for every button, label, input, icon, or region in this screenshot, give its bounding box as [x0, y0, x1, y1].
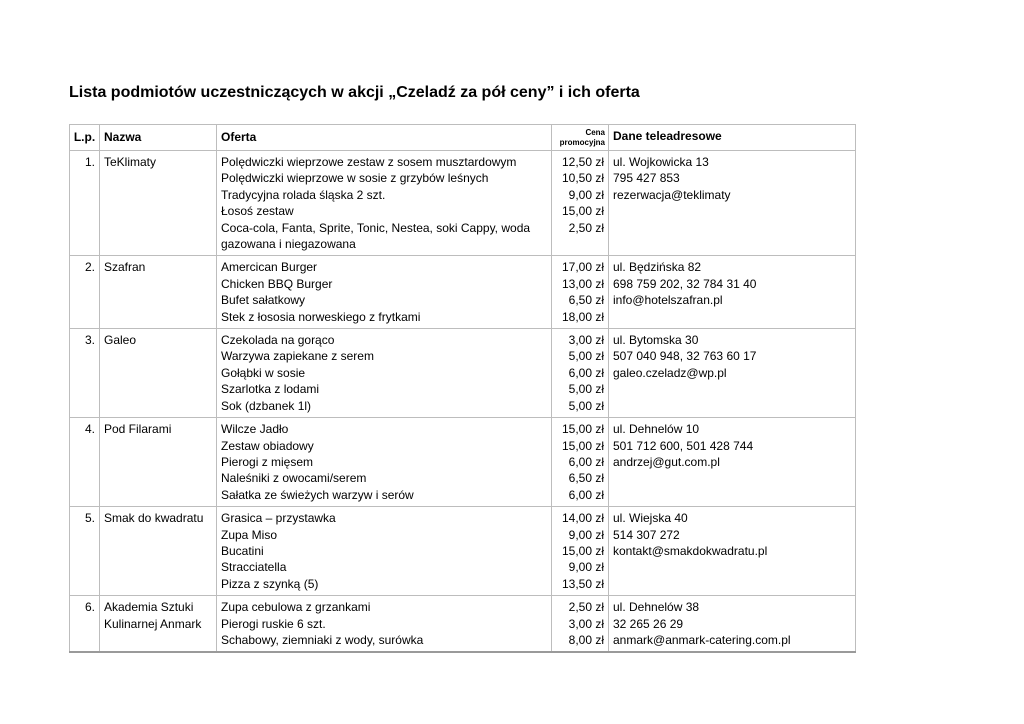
- price-item: 15,00 zł: [561, 543, 604, 558]
- offer-item: Zupa Miso: [221, 527, 278, 542]
- price-list: [552, 151, 609, 256]
- header-contact: Dane teleadresowe: [609, 125, 856, 151]
- table-row: [70, 507, 856, 596]
- offer-list: [217, 256, 552, 329]
- contact-details: [609, 596, 856, 653]
- price-item: 6,50 zł: [568, 293, 604, 308]
- offer-list: [217, 418, 552, 507]
- price-item: 17,00 zł: [561, 260, 604, 275]
- contact-line: ul. Bytomska 30: [613, 333, 699, 348]
- price-item: 6,50 zł: [568, 471, 604, 486]
- offer-item: Szarlotka z lodami: [221, 382, 320, 397]
- price-item: 6,00 zł: [568, 365, 604, 380]
- page-title: Lista podmiotów uczestniczących w akcji „Czeladź za pół ceny” i ich oferta: [69, 84, 640, 101]
- offer-item: Polędwiczki wieprzowe zestaw z sosem musztardowym: [221, 155, 517, 169]
- offer-item: Pierogi ruskie 6 szt.: [221, 616, 326, 631]
- row-number: 1.: [70, 151, 100, 256]
- venue-name-line: Kulinarnej Anmark: [104, 616, 202, 631]
- contact-details: [609, 151, 856, 256]
- price-item: 6,00 zł: [568, 454, 604, 469]
- venue-name: [100, 329, 217, 418]
- contact-line: info@hotelszafran.pl: [613, 293, 723, 308]
- contact-line: andrzej@gut.com.pl: [613, 454, 720, 469]
- price-item: 2,50 zł: [568, 220, 604, 235]
- price-item: 13,50 zł: [561, 576, 604, 591]
- price-item: 5,00 zł: [568, 398, 604, 413]
- table-body: [70, 151, 856, 653]
- header-name: Nazwa: [100, 125, 217, 151]
- offer-item: Chicken BBQ Burger: [221, 276, 333, 291]
- offer-item: Warzywa zapiekane z serem: [221, 349, 374, 364]
- contact-line: ul. Dehnelów 38: [613, 600, 700, 615]
- offer-item: Sałatka ze świeżych warzyw i serów: [221, 487, 414, 502]
- contact-details: [609, 329, 856, 418]
- price-item: 12,50 zł: [561, 155, 604, 169]
- offer-item: Naleśniki z owocami/serem: [221, 471, 367, 486]
- header-offer: Oferta: [217, 125, 552, 151]
- offer-item: Pierogi z mięsem: [221, 454, 314, 469]
- table-row: [70, 418, 856, 507]
- offer-item: Polędwiczki wieprzowe w sosie z grzybów leśnych: [221, 171, 489, 186]
- contact-details: [609, 256, 856, 329]
- offer-item: Zestaw obiadowy: [221, 438, 314, 453]
- row-number: 2.: [70, 256, 100, 329]
- offer-item: Amercican Burger: [221, 260, 318, 275]
- header-price-line1: Cena: [585, 128, 605, 137]
- table-row: [70, 596, 856, 653]
- table-row: [70, 329, 856, 418]
- offer-list: [217, 151, 552, 256]
- price-item: 9,00 zł: [568, 527, 604, 542]
- offer-list: [217, 507, 552, 596]
- venue-name-line: TeKlimaty: [104, 155, 157, 169]
- row-number: 5.: [70, 507, 100, 596]
- price-item: 10,50 zł: [561, 171, 604, 186]
- header-lp: L.p.: [70, 125, 100, 151]
- contact-line: 32 265 26 29: [613, 616, 684, 631]
- offer-item: Bucatini: [221, 543, 264, 558]
- offer-item: Gołąbki w sosie: [221, 365, 306, 380]
- row-number: 3.: [70, 329, 100, 418]
- price-item: 3,00 zł: [568, 333, 604, 348]
- price-item: 9,00 zł: [568, 187, 604, 202]
- venue-name-line: Smak do kwadratu: [104, 511, 204, 526]
- table-row: [70, 256, 856, 329]
- offer-item: Schabowy, ziemniaki z wody, surówka: [221, 632, 424, 647]
- venue-name-line: Akademia Sztuki: [104, 600, 194, 615]
- offer-item: Czekolada na gorąco: [221, 333, 335, 348]
- price-item: 8,00 zł: [568, 632, 604, 647]
- price-item: 5,00 zł: [568, 382, 604, 397]
- venue-name-line: Szafran: [104, 260, 146, 275]
- header-price-line2: promocyjna: [559, 138, 605, 147]
- contact-line: 501 712 600, 501 428 744: [613, 438, 754, 453]
- price-item: 5,00 zł: [568, 349, 604, 364]
- price-item: 15,00 zł: [561, 422, 604, 437]
- offers-table: [69, 124, 856, 653]
- offer-item: Pizza z szynką (5): [221, 576, 319, 591]
- contact-line: galeo.czeladz@wp.pl: [613, 365, 727, 380]
- contact-line: rezerwacja@teklimaty: [613, 187, 731, 202]
- venue-name: [100, 151, 217, 256]
- row-number: 4.: [70, 418, 100, 507]
- price-item: 3,00 zł: [568, 616, 604, 631]
- contact-details: [609, 418, 856, 507]
- offer-item: Grasica – przystawka: [221, 511, 336, 526]
- contact-line: ul. Wiejska 40: [613, 511, 688, 526]
- offer-item: Stracciatella: [221, 560, 287, 575]
- price-list: [552, 507, 609, 596]
- offer-item: Łosoś zestaw: [221, 204, 294, 219]
- price-item: 15,00 zł: [561, 204, 604, 219]
- price-item: 13,00 zł: [561, 276, 604, 291]
- offer-list: [217, 596, 552, 653]
- offer-item: Tradycyjna rolada śląska 2 szt.: [221, 187, 386, 202]
- price-item: 9,00 zł: [568, 560, 604, 575]
- offer-item: Sok (dzbanek 1l): [221, 398, 312, 413]
- header-price: [552, 125, 609, 151]
- contact-line: 514 307 272: [613, 527, 680, 542]
- price-item: 6,00 zł: [568, 487, 604, 502]
- offer-item: Bufet sałatkowy: [221, 293, 306, 308]
- contact-line: 795 427 853: [613, 171, 680, 186]
- price-list: [552, 329, 609, 418]
- price-list: [552, 418, 609, 507]
- contact-line: ul. Dehnelów 10: [613, 422, 700, 437]
- contact-line: anmark@anmark-catering.com.pl: [613, 632, 791, 647]
- price-item: 18,00 zł: [561, 309, 604, 324]
- contact-line: 698 759 202, 32 784 31 40: [613, 276, 757, 291]
- offer-item: Wilcze Jadło: [221, 422, 289, 437]
- offer-item: Zupa cebulowa z grzankami: [221, 600, 371, 615]
- venue-name-line: Galeo: [104, 333, 137, 348]
- row-number: 6.: [70, 596, 100, 653]
- contact-line: ul. Wojkowicka 13: [613, 155, 709, 169]
- contact-line: ul. Będzińska 82: [613, 260, 702, 275]
- price-item: 2,50 zł: [568, 600, 604, 615]
- price-item: 15,00 zł: [561, 438, 604, 453]
- venue-name: [100, 596, 217, 653]
- price-item: 14,00 zł: [561, 511, 604, 526]
- venue-name: [100, 507, 217, 596]
- offer-list: [217, 329, 552, 418]
- table-row: [70, 151, 856, 256]
- contact-line: 507 040 948, 32 763 60 17: [613, 349, 757, 364]
- price-list: [552, 256, 609, 329]
- offer-item: Stek z łososia norweskiego z frytkami: [221, 309, 421, 324]
- contact-line: kontakt@smakdokwadratu.pl: [613, 543, 768, 558]
- venue-name-line: Pod Filarami: [104, 422, 172, 437]
- venue-name: [100, 418, 217, 507]
- venue-name: [100, 256, 217, 329]
- offer-item: Coca-cola, Fanta, Sprite, Tonic, Nestea, soki Cappy, woda gazowana i niegazowana: [221, 220, 531, 252]
- table-header-row: [70, 125, 856, 151]
- contact-details: [609, 507, 856, 596]
- price-list: [552, 596, 609, 653]
